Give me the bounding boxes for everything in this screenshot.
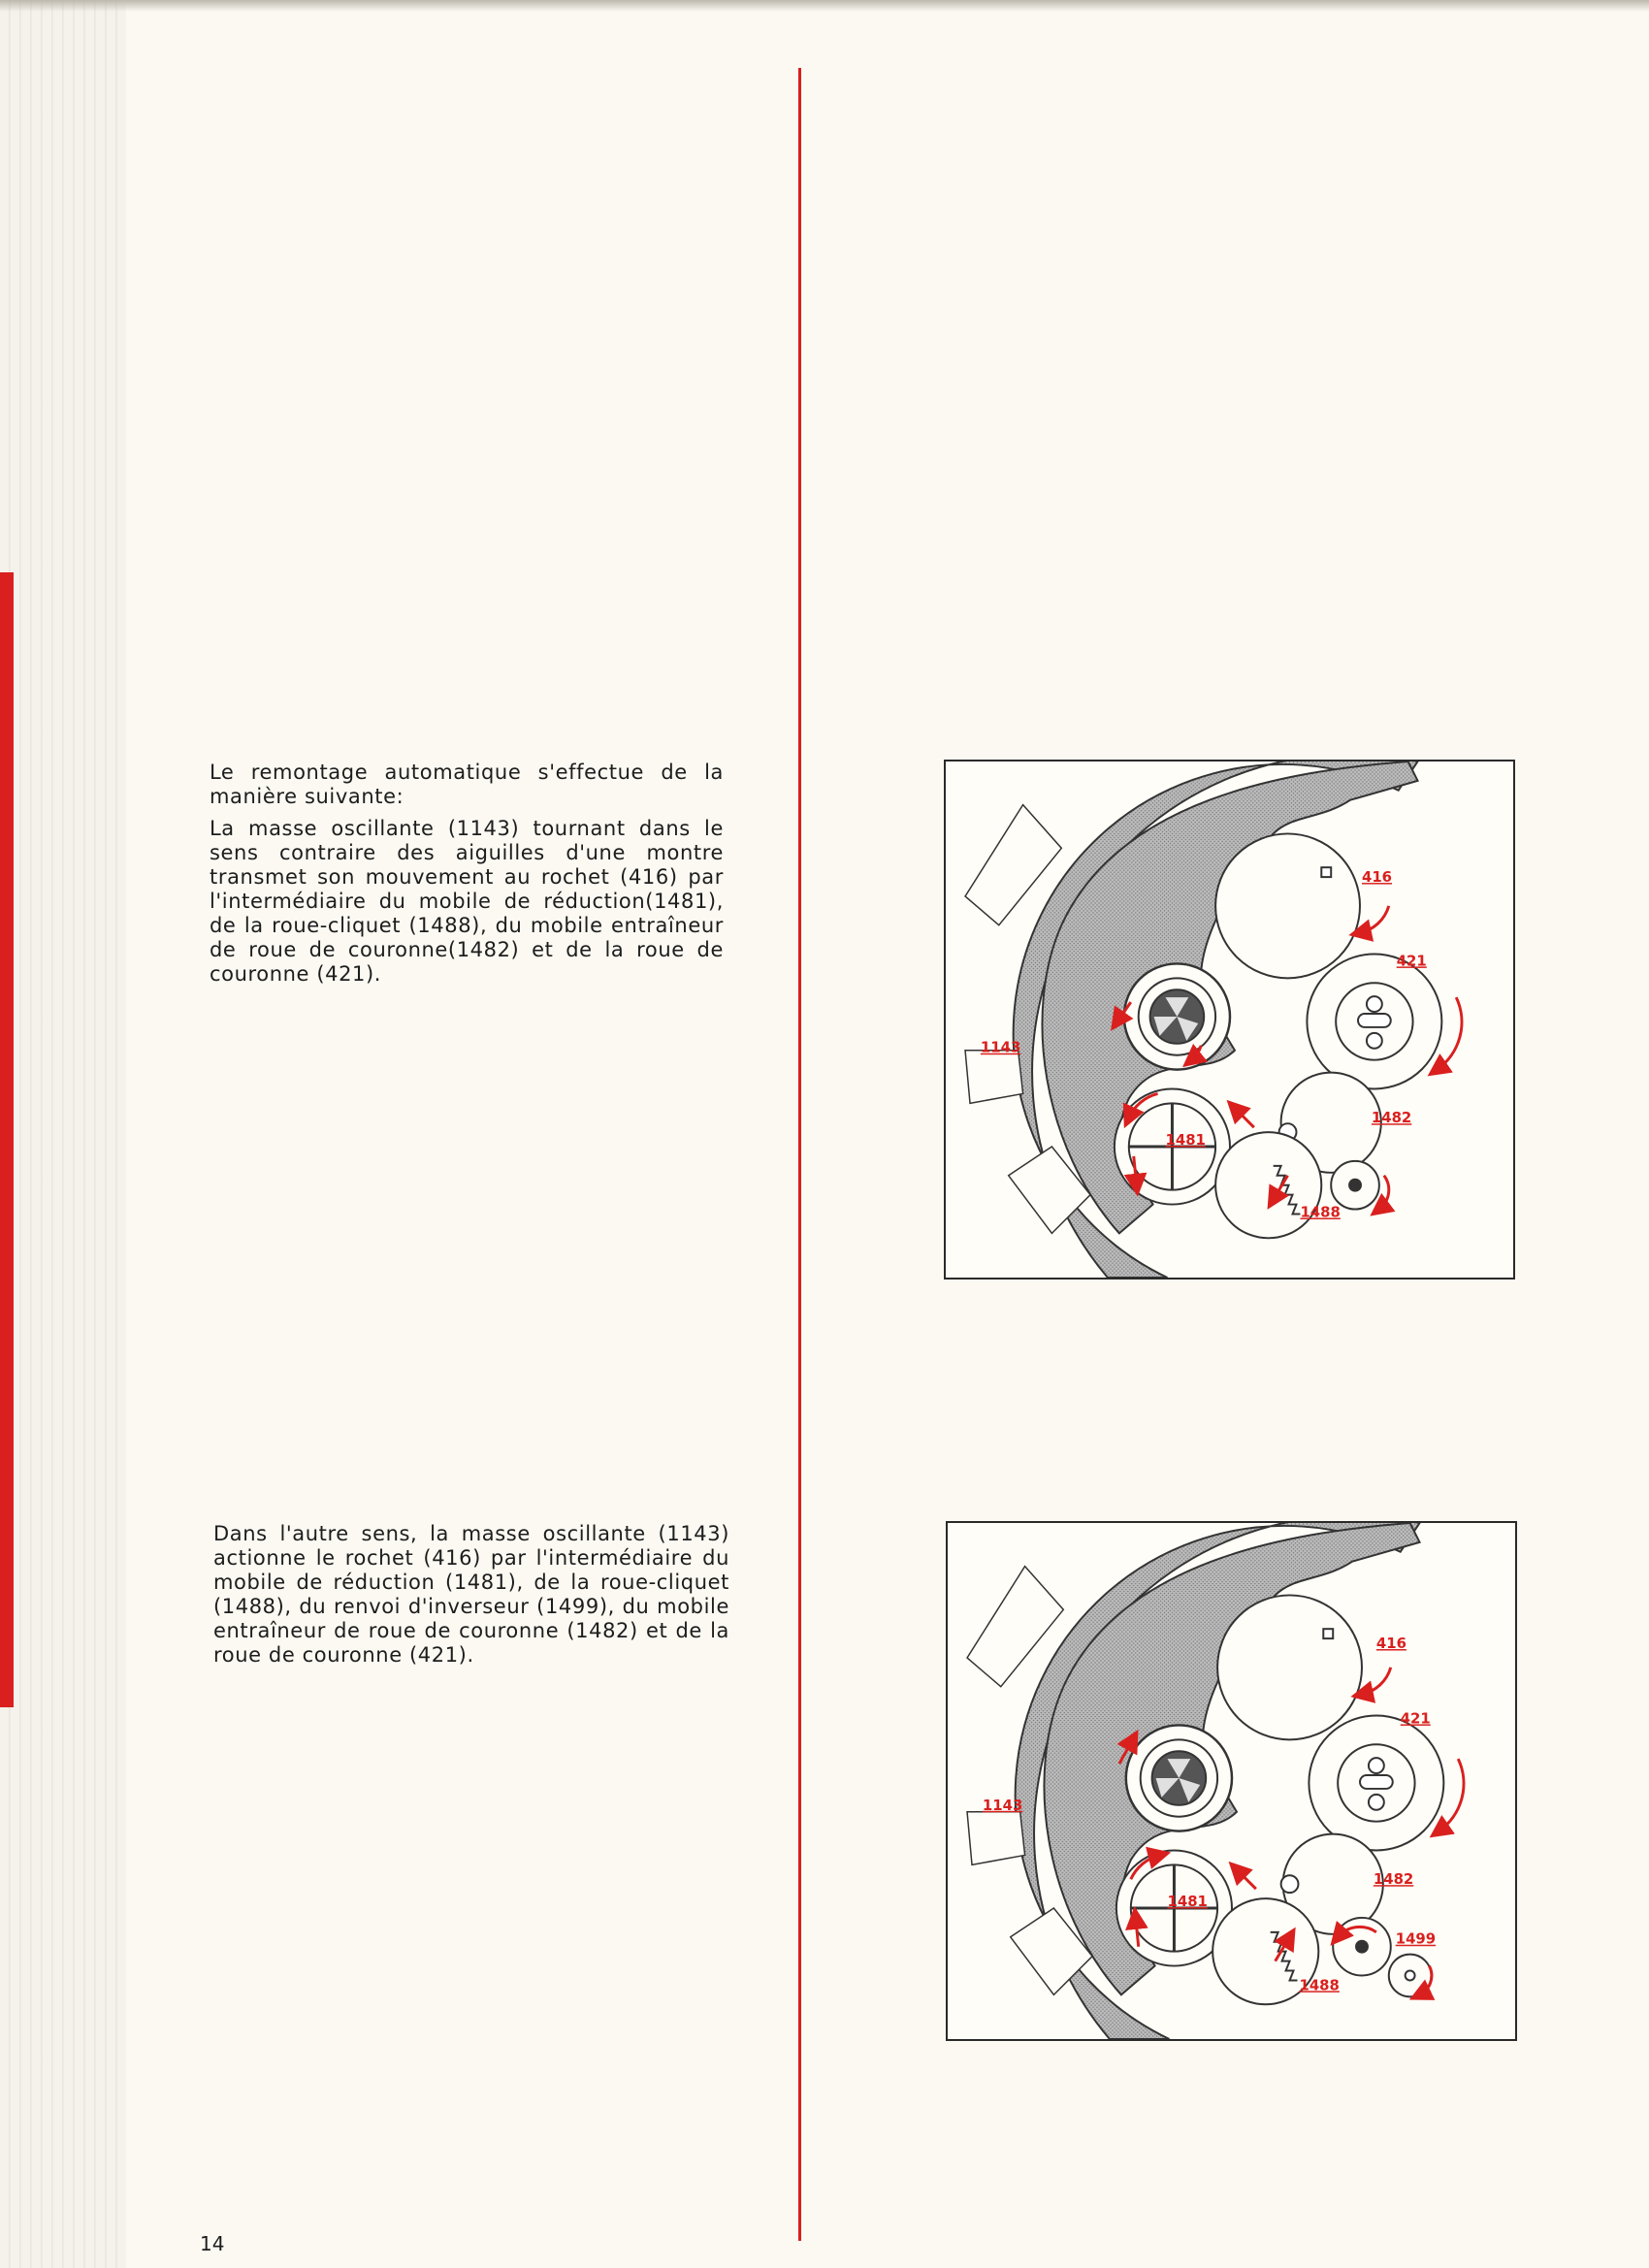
ratchet-wheel <box>1215 833 1360 978</box>
paragraph-2 <box>213 1522 729 1675</box>
label-416: 416 <box>1375 1635 1406 1653</box>
page-number: 14 <box>200 2232 225 2255</box>
top-shadow <box>0 0 1649 12</box>
label-1499: 1499 <box>1395 1929 1437 1948</box>
paragraph-1-body: La masse oscillante (1143) tournant dans le sens contraire des aiguilles d'une montre transmet son mouvement au rochet (416) par l'intermédiaire du mobile de réduction(1481), de la roue-cliquet (1488), du mobile entraîneur de roue de couronne(1482) et de la roue de couronne (421). <box>210 817 724 986</box>
label-421: 421 <box>1400 1709 1431 1728</box>
page-edges <box>0 0 126 2268</box>
ratchet-wheel <box>1217 1595 1362 1739</box>
winding-diagram-2-drawing <box>948 1523 1515 2039</box>
label-1143: 1143 <box>980 1038 1021 1056</box>
label-1481: 1481 <box>1167 1893 1208 1911</box>
paragraph-1 <box>210 761 724 994</box>
paragraph-2-body: Dans l'autre sens, la masse oscillante (1143) actionne le rochet (416) par l'intermédiaire du mobile de réduction (1481), de la roue-cliquet (1488), du renvoi d'inverseur (1499), du mobile entraîneur de roue de couronne (1482) et de la roue de couronne (421). <box>213 1522 729 1667</box>
winding-diagram-1 <box>944 760 1515 1280</box>
winding-diagram-1-drawing <box>946 761 1513 1278</box>
label-1482: 1482 <box>1371 1109 1412 1127</box>
red-column-rule <box>798 68 801 2241</box>
label-416: 416 <box>1361 868 1393 887</box>
label-421: 421 <box>1396 952 1427 970</box>
label-1488: 1488 <box>1300 1203 1341 1221</box>
label-1481: 1481 <box>1165 1131 1206 1150</box>
winding-diagram-2 <box>946 1521 1517 2041</box>
label-1143: 1143 <box>982 1796 1023 1814</box>
paragraph-1-intro: Le remontage automatique s'effectue de la manière suivante: <box>210 761 724 808</box>
pawl-wheel <box>1215 1132 1321 1238</box>
red-edge-tab <box>0 572 14 1707</box>
label-1482: 1482 <box>1373 1870 1414 1889</box>
label-1488: 1488 <box>1299 1976 1340 1994</box>
